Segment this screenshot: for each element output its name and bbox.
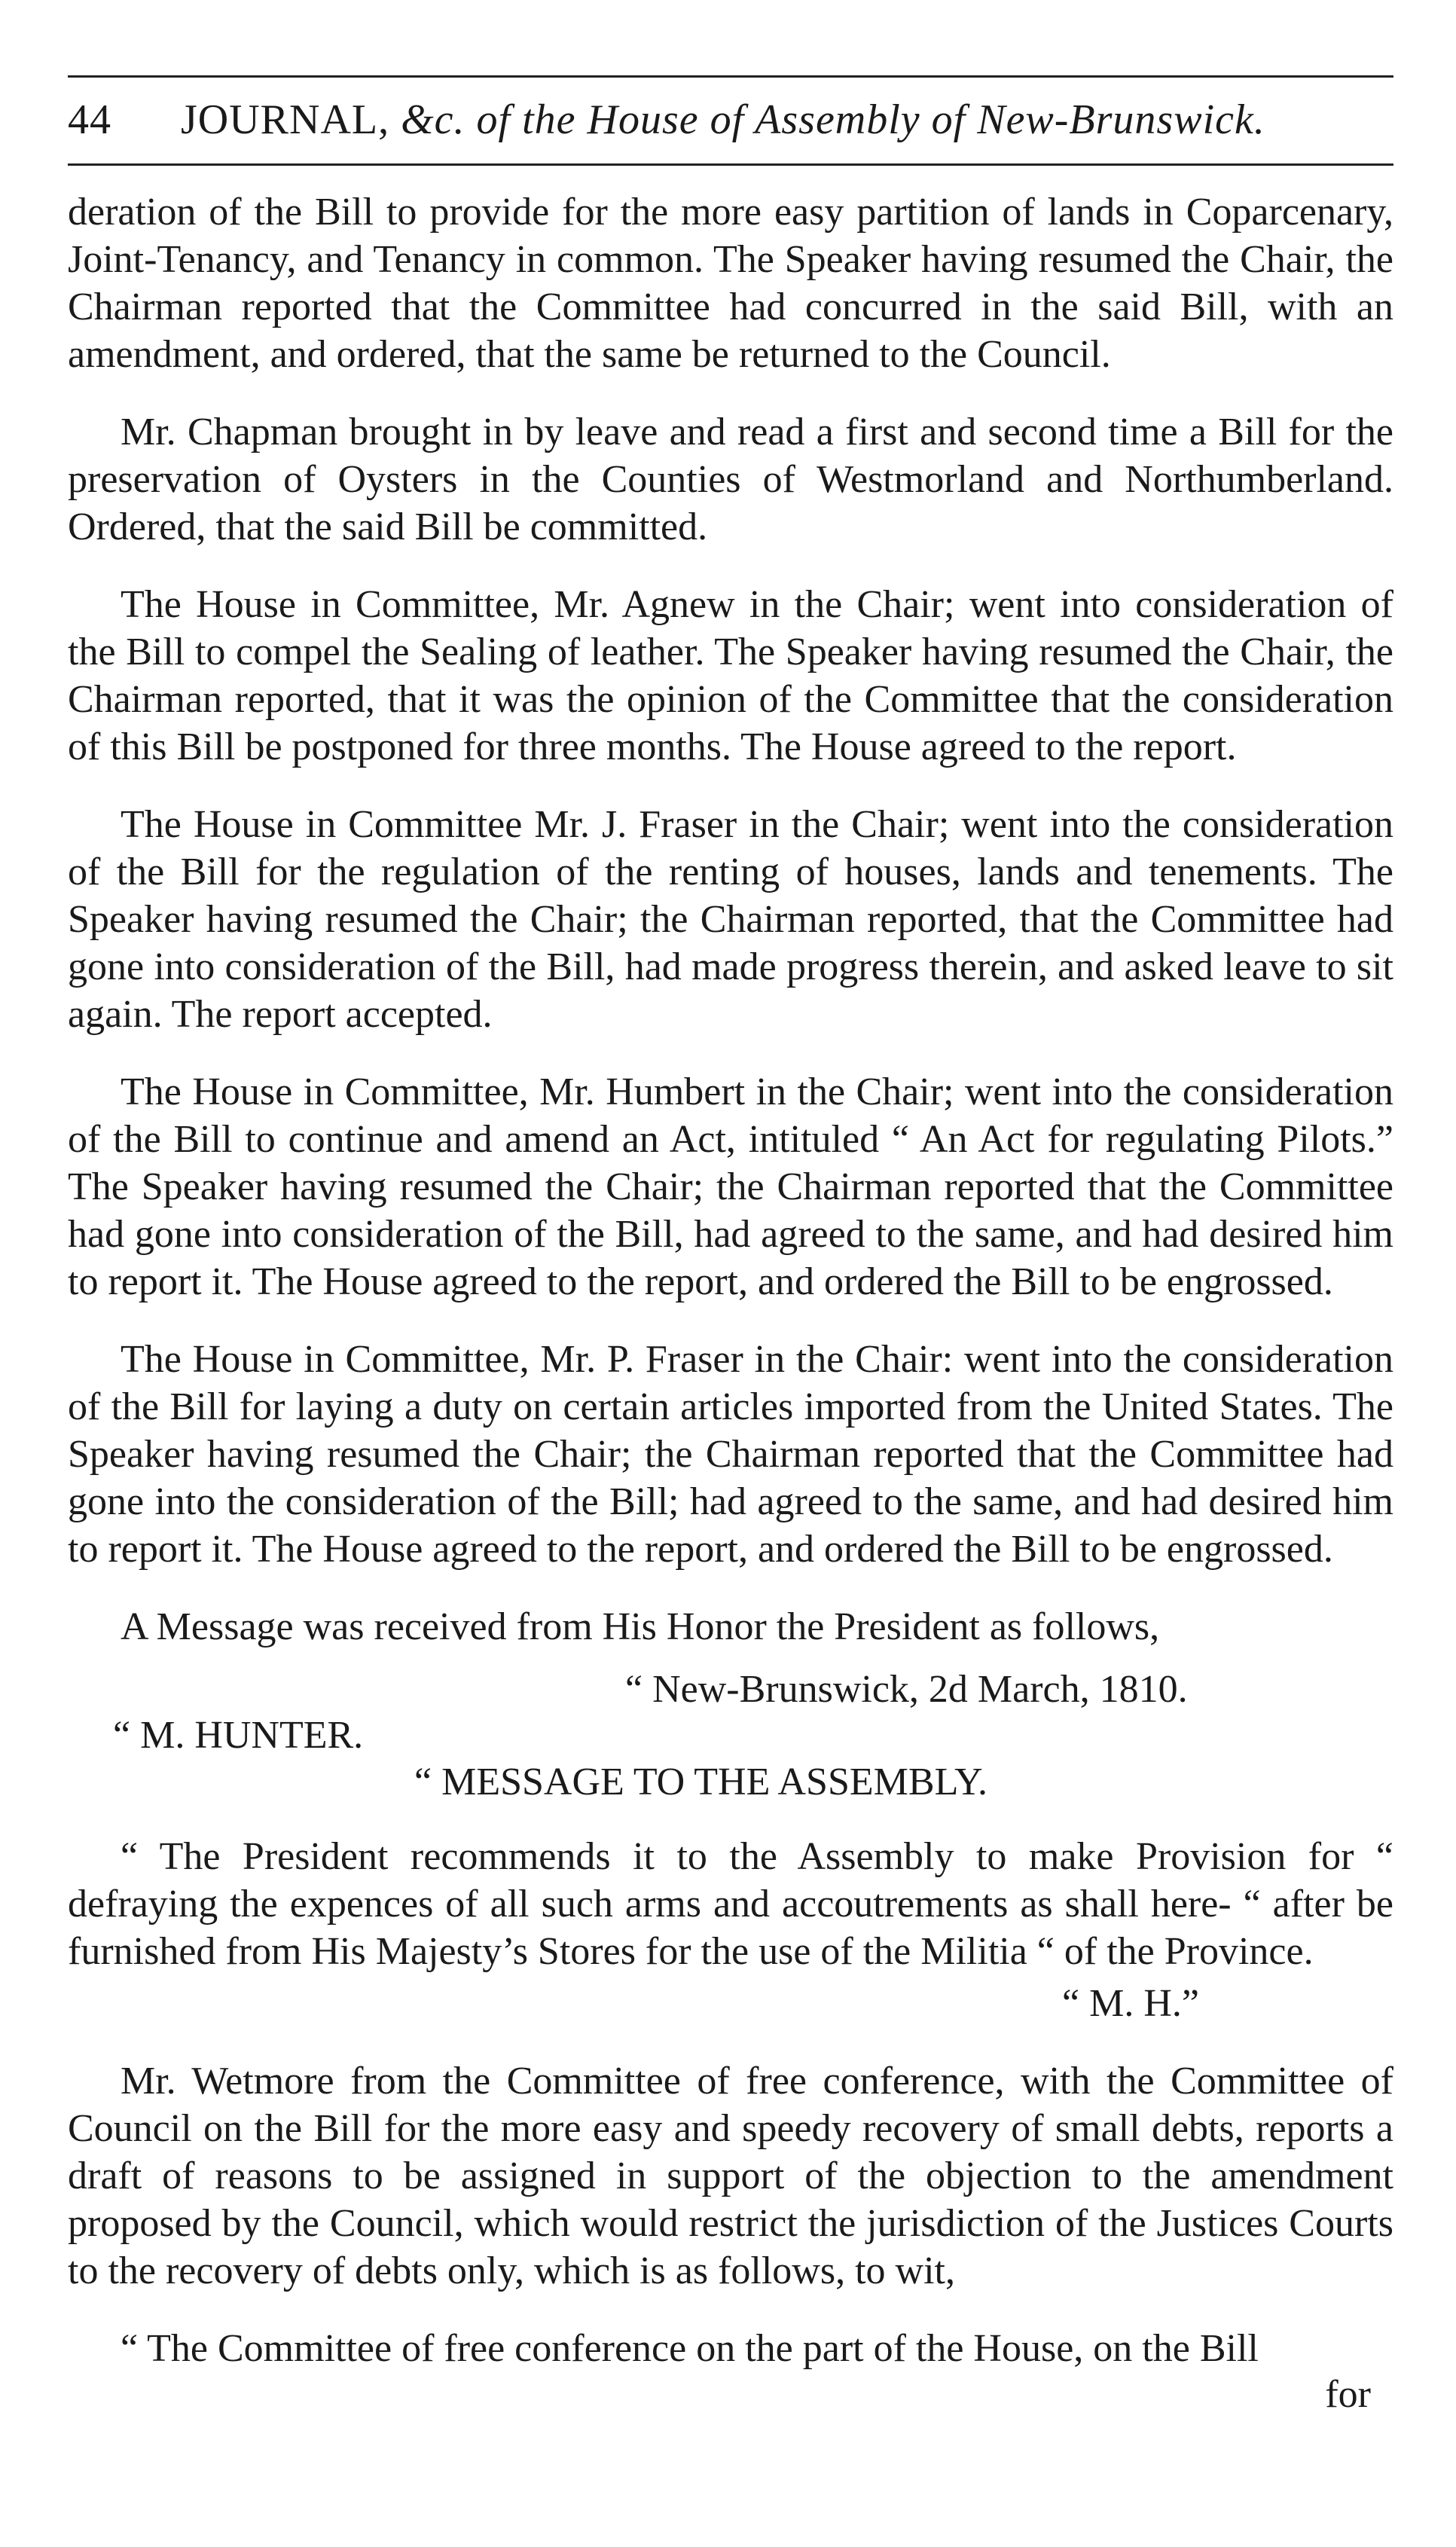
message-body: “ The President recommends it to the Assembly to make Provision for “ defraying the expences of all such arms and accoutrements as shall here- “ after be furnished from His Majesty’s Stores for the use of the Militia “ of the Province. bbox=[68, 1835, 1393, 1973]
running-title bbox=[181, 96, 1393, 144]
top-rule bbox=[68, 75, 1393, 78]
paragraph-committee-free-conference: “ The Committee of free conference on the part of the House, on the Bill bbox=[121, 2327, 1259, 2370]
message-signature-initials: “ M. H.” bbox=[1062, 1982, 1199, 2025]
catchword: for bbox=[1325, 2373, 1371, 2416]
paragraph-message-received: A Message was received from His Honor the President as follows, bbox=[121, 1605, 1160, 1648]
paragraph-pilots-bill: The House in Committee, Mr. Humbert in the Chair; went into the consideration of the Bill to continue and amend an Act, intituled “ An Act for regulating Pilots.” The Speaker having resumed the Chair; the Chairman reported that the Committee had gone into consideration of the Bill, had agreed to the same, and had desired him to report it. The House agreed to the report, and ordered the Bill to be engrossed. bbox=[68, 1070, 1393, 1303]
paragraph-duty-bill: The House in Committee, Mr. P. Fraser in the Chair: went into the consideration of the Bill for laying a duty on certain articles imported from the United States. The Speaker having resumed the Chair; the Chairman reported that the Committee had gone into the consideration of the Bill; had agreed to the same, and had desired him to report it. The House agreed to the report, and ordered the Bill to be engrossed. bbox=[68, 1338, 1393, 1571]
paragraph-free-conference: Mr. Wetmore from the Committee of free conference, with the Committee of Council on the Bill for the more easy and speedy recovery of small debts, reports a draft of reasons to be assigned in support of the objection to the amendment proposed by the Council, which would restrict the jurisdiction of the Justices Courts to the recovery of debts only, which is as follows, to wit, bbox=[68, 2060, 1393, 2292]
paragraph-leather-bill: The House in Committee, Mr. Agnew in the Chair; went into consideration of the Bill to compel the Sealing of leather. The Speaker having resumed the Chair, the Chairman reported, that it was the opinion of the Committee that the consideration of this Bill be postponed for three months. The House agreed to the report. bbox=[68, 583, 1393, 768]
message-signature-hunter: “ M. HUNTER. bbox=[113, 1714, 364, 1757]
message-dateline: “ New-Brunswick, 2d March, 1810. bbox=[625, 1668, 1188, 1711]
journal-page bbox=[68, 75, 1393, 2417]
paragraph-renting-bill: The House in Committee Mr. J. Fraser in the Chair; went into the consideration of the Bill for the regulation of the renting of houses, lands and tenements. The Speaker having resumed the Chair; the Chairman reported, that the Committee had gone into consideration of the Bill, had made progress therein, and asked leave to sit again. The report accepted. bbox=[68, 803, 1393, 1036]
running-title-journal: JOURNAL, bbox=[181, 96, 401, 143]
page-number: 44 bbox=[68, 96, 111, 143]
header-rule bbox=[68, 163, 1393, 166]
running-title-rest: &c. of the House of Assembly of New-Brunswick. bbox=[401, 96, 1265, 143]
paragraph-oysters-bill: Mr. Chapman brought in by leave and read a first and second time a Bill for the preservation of Oysters in the Counties of Westmorland and Northumberland. Ordered, that the said Bill be committed. bbox=[68, 411, 1393, 548]
message-heading: “ MESSAGE TO THE ASSEMBLY. bbox=[414, 1761, 987, 1803]
page-header bbox=[68, 96, 1393, 144]
paragraph-partition-bill: deration of the Bill to provide for the more easy partition of lands in Coparcenary, Joint-Tenancy, and Tenancy in common. The Speaker having resumed the Chair, the Chairman reported that the Committee had concurred in the said Bill, with an amendment, and ordered, that the same be returned to the Council. bbox=[68, 191, 1393, 376]
